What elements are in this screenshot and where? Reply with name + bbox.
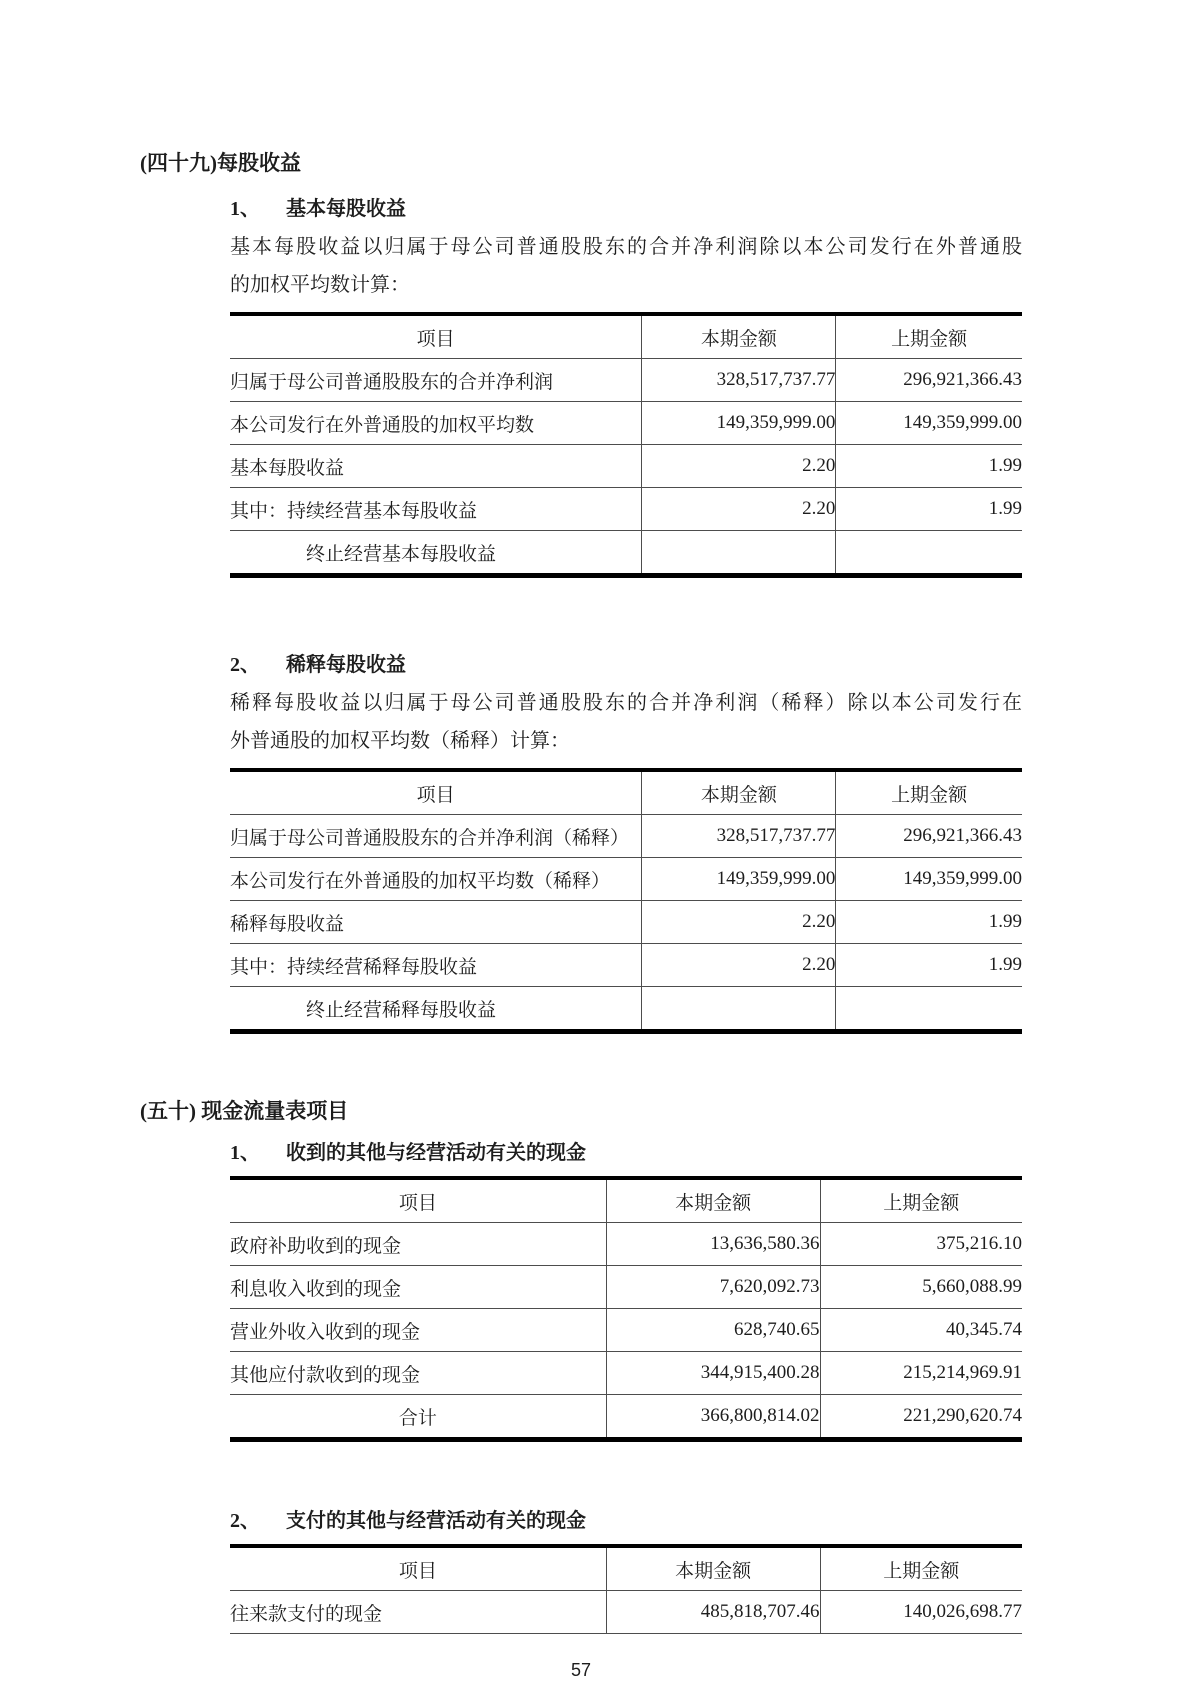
header-prior-amount: 上期金额 [820,1178,1022,1223]
paragraph-line: 外普通股的加权平均数（稀释）计算： [230,730,570,752]
header-item: 项目 [416,328,455,350]
subsection-number: 2、 [230,654,260,676]
table-row [230,359,1022,402]
paragraph-line: 基本每股收益以归属于母公司普通股股东的合并净利润除以本公司发行在外普通股 [230,236,1022,258]
header-prior-amount: 上期金额 [836,770,1022,815]
item-cell: 其他应付款收到的现金 [230,1352,606,1395]
header-prior-amount: 上期金额 [836,314,1022,359]
prior-amount-cell: 375,216.10 [820,1223,1022,1266]
section-50-heading: (五十) 现金流量表项目 [140,1099,349,1123]
table-row [230,488,1022,531]
basic-eps-paragraph [230,228,1022,304]
item-cell: 归属于母公司普通股股东的合并净利润（稀释） [230,815,642,858]
item-cell: 基本每股收益 [230,445,642,488]
paragraph-line: 的加权平均数计算： [230,274,410,296]
item-cell: 归属于母公司普通股股东的合并净利润 [230,359,642,402]
prior-amount-cell: 40,345.74 [820,1309,1022,1352]
item-cell: 利息收入收到的现金 [230,1266,606,1309]
current-amount-cell [642,987,836,1032]
other-cash-paid-table [230,1544,1022,1634]
total-label-cell: 合计 [230,1395,606,1440]
prior-amount-cell: 149,359,999.00 [836,858,1022,901]
current-amount-cell: 149,359,999.00 [642,402,836,445]
header-current-amount: 本期金额 [606,1546,820,1591]
prior-amount-cell: 1.99 [836,488,1022,531]
current-amount-cell: 13,636,580.36 [606,1223,820,1266]
current-amount-cell: 149,359,999.00 [642,858,836,901]
current-amount-cell: 628,740.65 [606,1309,820,1352]
table-row [230,445,1022,488]
subsection-title: 稀释每股收益 [286,654,406,676]
prior-amount-cell: 296,921,366.43 [836,359,1022,402]
item-cell: 往来款支付的现金 [230,1591,606,1634]
table-row [230,1223,1022,1266]
prior-amount-cell: 215,214,969.91 [820,1352,1022,1395]
subsection-basic-eps-heading [230,194,1022,224]
prior-amount-cell: 221,290,620.74 [820,1395,1022,1440]
table-header-row [230,1546,1022,1591]
header-prior-amount: 上期金额 [820,1546,1022,1591]
table-row [230,815,1022,858]
item-cell: 其中：持续经营稀释每股收益 [230,944,642,987]
prior-amount-cell [836,531,1022,576]
table-row [230,1266,1022,1309]
current-amount-cell: 2.20 [642,445,836,488]
item-cell: 政府补助收到的现金 [230,1223,606,1266]
item-cell: 终止经营稀释每股收益 [230,987,642,1032]
item-cell: 终止经营基本每股收益 [230,531,642,576]
item-cell: 本公司发行在外普通股的加权平均数 [230,402,642,445]
prior-amount-cell: 296,921,366.43 [836,815,1022,858]
paragraph-line: 稀释每股收益以归属于母公司普通股股东的合并净利润（稀释）除以本公司发行在 [230,692,1022,714]
header-current-amount: 本期金额 [642,314,836,359]
subsection-title: 支付的其他与经营活动有关的现金 [286,1510,586,1532]
header-item: 项目 [416,784,455,806]
subsection-number: 2、 [230,1510,260,1532]
prior-amount-cell: 1.99 [836,901,1022,944]
diluted-eps-paragraph [230,684,1022,760]
header-current-amount: 本期金额 [642,770,836,815]
current-amount-cell: 328,517,737.77 [642,359,836,402]
prior-amount-cell: 5,660,088.99 [820,1266,1022,1309]
item-cell: 本公司发行在外普通股的加权平均数（稀释） [230,858,642,901]
prior-amount-cell: 1.99 [836,944,1022,987]
other-cash-received-table [230,1176,1022,1442]
current-amount-cell: 485,818,707.46 [606,1591,820,1634]
current-amount-cell: 344,915,400.28 [606,1352,820,1395]
subsection-number: 1、 [230,1142,260,1164]
subsection-title: 收到的其他与经营活动有关的现金 [286,1142,586,1164]
current-amount-cell: 2.20 [642,944,836,987]
subsection-number: 1、 [230,198,260,220]
header-item: 项目 [398,1192,437,1214]
table-row [230,1352,1022,1395]
subsection-diluted-eps-heading [230,650,1022,680]
section-49-heading: (四十九)每股收益 [140,151,301,175]
diluted-eps-table [230,768,1022,1034]
basic-eps-table [230,312,1022,578]
current-amount-cell [642,531,836,576]
prior-amount-cell [836,987,1022,1032]
prior-amount-cell: 149,359,999.00 [836,402,1022,445]
prior-amount-cell: 140,026,698.77 [820,1591,1022,1634]
subsection-title: 基本每股收益 [286,198,406,220]
subsection-cash-paid-heading [230,1506,1022,1536]
table-row [230,901,1022,944]
current-amount-cell: 328,517,737.77 [642,815,836,858]
item-cell: 稀释每股收益 [230,901,642,944]
document-page [140,148,1022,1681]
current-amount-cell: 366,800,814.02 [606,1395,820,1440]
table-row [230,1309,1022,1352]
current-amount-cell: 7,620,092.73 [606,1266,820,1309]
table-row [230,402,1022,445]
prior-amount-cell: 1.99 [836,445,1022,488]
item-cell: 其中：持续经营基本每股收益 [230,488,642,531]
table-row [230,987,1022,1032]
table-total-row [230,1395,1022,1440]
item-cell: 营业外收入收到的现金 [230,1309,606,1352]
current-amount-cell: 2.20 [642,901,836,944]
current-amount-cell: 2.20 [642,488,836,531]
header-item: 项目 [398,1560,437,1582]
table-header-row [230,1178,1022,1223]
table-header-row [230,770,1022,815]
header-current-amount: 本期金额 [606,1178,820,1223]
table-header-row [230,314,1022,359]
table-row [230,944,1022,987]
table-row [230,858,1022,901]
page-number: 57 [570,1660,592,1680]
table-row [230,531,1022,576]
subsection-cash-received-heading [230,1138,1022,1168]
table-row [230,1591,1022,1634]
